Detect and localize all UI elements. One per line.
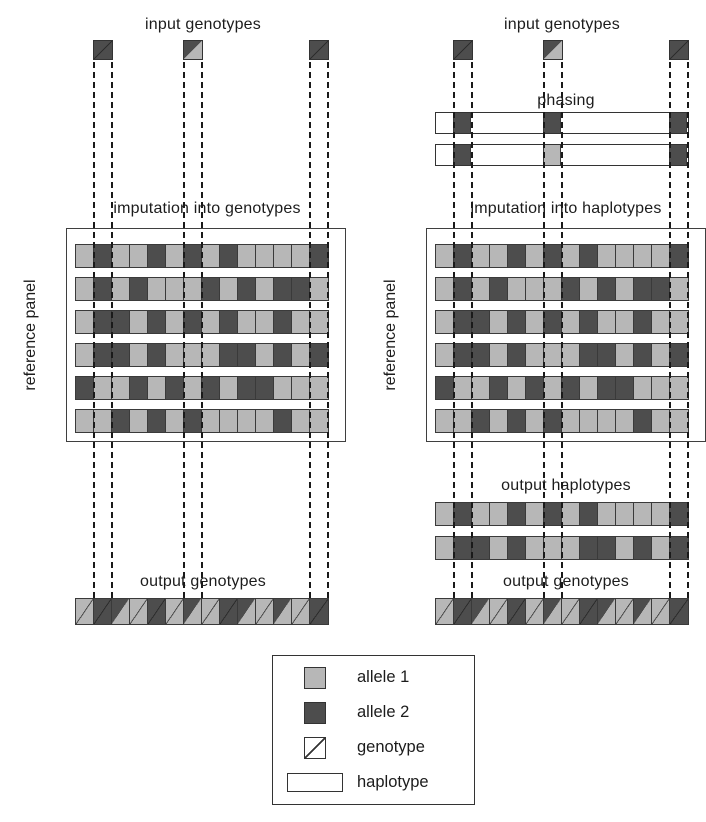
reference-allele-cell [670, 410, 688, 432]
reference-allele-cell [220, 245, 238, 267]
output-genotype-cell [220, 599, 238, 624]
reference-allele-cell [76, 344, 94, 366]
reference-allele-cell [94, 311, 112, 333]
output-haplotype-allele-cell [634, 503, 652, 525]
right-input-genotype-square [453, 40, 473, 60]
reference-allele-cell [148, 377, 166, 399]
reference-allele-cell [202, 344, 220, 366]
reference-allele-cell [238, 278, 256, 300]
reference-allele-cell [652, 245, 670, 267]
left-input-genotypes-title: input genotypes [145, 16, 261, 33]
output-haplotypes-title: output haplotypes [501, 477, 631, 494]
reference-allele-cell [130, 311, 148, 333]
reference-allele-cell [166, 344, 184, 366]
output-genotype-cell [274, 599, 292, 624]
reference-allele-cell [256, 278, 274, 300]
reference-allele-cell [310, 245, 328, 267]
reference-allele-cell [220, 311, 238, 333]
reference-allele-cell [112, 245, 130, 267]
left-marker-dash-line [201, 62, 203, 598]
reference-allele-cell [310, 278, 328, 300]
reference-allele-cell [130, 278, 148, 300]
reference-allele-cell [436, 344, 454, 366]
right-output-genotypes-row [435, 598, 689, 625]
left-input-genotype-square [93, 40, 113, 60]
output-haplotype-allele-cell [652, 537, 670, 559]
reference-allele-cell [472, 311, 490, 333]
reference-allele-cell [472, 278, 490, 300]
reference-allele-cell [562, 344, 580, 366]
reference-allele-cell [184, 311, 202, 333]
reference-allele-cell [148, 410, 166, 432]
reference-allele-cell [202, 311, 220, 333]
reference-allele-cell [454, 410, 472, 432]
reference-allele-cell [526, 410, 544, 432]
phased-allele-cell [543, 113, 561, 133]
reference-allele-cell [166, 278, 184, 300]
reference-allele-cell [220, 410, 238, 432]
output-haplotype-allele-cell [652, 503, 670, 525]
output-genotype-cell [508, 599, 526, 624]
reference-allele-cell [634, 278, 652, 300]
output-genotype-cell [202, 599, 220, 624]
reference-allele-cell [256, 410, 274, 432]
reference-allele-cell [580, 344, 598, 366]
reference-allele-cell [598, 245, 616, 267]
output-genotype-cell [670, 599, 688, 624]
output-haplotype-allele-cell [436, 537, 454, 559]
reference-allele-cell [652, 344, 670, 366]
reference-allele-cell [544, 311, 562, 333]
legend-label: genotype [357, 738, 425, 756]
output-haplotype-allele-cell [616, 537, 634, 559]
reference-allele-cell [310, 410, 328, 432]
reference-allele-cell [274, 311, 292, 333]
output-genotype-cell [238, 599, 256, 624]
reference-allele-cell [94, 344, 112, 366]
output-genotype-cell [184, 599, 202, 624]
reference-allele-cell [544, 377, 562, 399]
reference-allele-cell [526, 278, 544, 300]
reference-allele-cell [562, 377, 580, 399]
reference-allele-cell [94, 245, 112, 267]
reference-allele-cell [526, 311, 544, 333]
output-haplotype-allele-cell [562, 537, 580, 559]
reference-allele-cell [508, 278, 526, 300]
reference-allele-cell [544, 245, 562, 267]
right-imputation-title: imputation into haplotypes [470, 200, 662, 217]
reference-allele-cell [274, 377, 292, 399]
right-reference-panel-label: reference panel [382, 279, 399, 391]
legend-box [272, 655, 475, 805]
reference-allele-cell [472, 245, 490, 267]
reference-allele-cell [454, 344, 472, 366]
reference-allele-cell [130, 245, 148, 267]
output-genotype-cell [310, 599, 328, 624]
reference-allele-cell [166, 245, 184, 267]
haplotype-swatch [287, 773, 343, 792]
output-haplotype-allele-cell [544, 503, 562, 525]
reference-allele-cell [598, 377, 616, 399]
reference-allele-cell [256, 344, 274, 366]
reference-allele-cell [544, 410, 562, 432]
allele2-swatch [304, 702, 326, 724]
output-genotype-cell [94, 599, 112, 624]
reference-allele-cell [580, 311, 598, 333]
reference-allele-cell [238, 410, 256, 432]
reference-allele-cell [580, 377, 598, 399]
legend-item-allele2 [273, 695, 474, 730]
reference-allele-cell [130, 344, 148, 366]
reference-allele-cell [580, 245, 598, 267]
reference-allele-cell [490, 311, 508, 333]
output-genotype-cell [130, 599, 148, 624]
left-output-genotypes-row [75, 598, 329, 625]
output-haplotype-allele-cell [598, 537, 616, 559]
reference-allele-cell [544, 278, 562, 300]
reference-allele-cell [112, 344, 130, 366]
reference-allele-cell [652, 278, 670, 300]
reference-allele-cell [616, 344, 634, 366]
reference-allele-cell [220, 278, 238, 300]
output-haplotype-allele-cell [472, 537, 490, 559]
reference-allele-cell [274, 245, 292, 267]
legend-item-genotype [273, 730, 474, 765]
reference-allele-cell [670, 245, 688, 267]
reference-allele-cell [220, 377, 238, 399]
reference-allele-cell [94, 278, 112, 300]
output-genotype-cell [292, 599, 310, 624]
legend-swatch-slot [273, 702, 357, 724]
reference-allele-cell [490, 245, 508, 267]
reference-allele-cell [184, 245, 202, 267]
reference-allele-cell [526, 377, 544, 399]
right-marker-dash-line [669, 62, 671, 598]
reference-allele-cell [292, 245, 310, 267]
reference-allele-cell [184, 344, 202, 366]
output-genotype-cell [598, 599, 616, 624]
legend-label: allele 1 [357, 668, 410, 686]
reference-allele-cell [76, 410, 94, 432]
reference-allele-cell [508, 377, 526, 399]
reference-allele-cell [490, 344, 508, 366]
output-haplotype-allele-cell [616, 503, 634, 525]
left-output-genotypes-title: output genotypes [140, 573, 266, 590]
reference-allele-cell [238, 377, 256, 399]
reference-allele-cell [292, 377, 310, 399]
reference-allele-cell [166, 311, 184, 333]
reference-allele-cell [76, 377, 94, 399]
reference-allele-cell [652, 377, 670, 399]
reference-allele-cell [472, 410, 490, 432]
reference-allele-cell [184, 377, 202, 399]
reference-allele-cell [292, 311, 310, 333]
reference-allele-cell [238, 344, 256, 366]
reference-allele-cell [436, 410, 454, 432]
reference-allele-cell [310, 344, 328, 366]
output-haplotype-allele-cell [490, 503, 508, 525]
output-genotype-cell [634, 599, 652, 624]
reference-allele-cell [454, 245, 472, 267]
reference-allele-cell [238, 245, 256, 267]
left-marker-dash-line [93, 62, 95, 598]
reference-allele-cell [94, 377, 112, 399]
reference-allele-cell [616, 311, 634, 333]
output-genotype-cell [76, 599, 94, 624]
legend-swatch-slot [273, 667, 357, 689]
phased-allele-cell [669, 113, 687, 133]
reference-allele-cell [562, 410, 580, 432]
phased-allele-cell [669, 145, 687, 165]
reference-allele-cell [670, 344, 688, 366]
output-genotype-cell [580, 599, 598, 624]
output-haplotype-allele-cell [670, 537, 688, 559]
reference-allele-cell [130, 377, 148, 399]
reference-allele-cell [166, 410, 184, 432]
reference-allele-cell [598, 278, 616, 300]
reference-allele-cell [256, 245, 274, 267]
output-haplotype-allele-cell [634, 537, 652, 559]
left-reference-panel-label: reference panel [22, 279, 39, 391]
output-genotype-cell [490, 599, 508, 624]
reference-allele-cell [112, 278, 130, 300]
right-marker-dash-line [543, 62, 545, 598]
output-haplotype-allele-cell [490, 537, 508, 559]
legend-item-haplotype [273, 765, 474, 800]
reference-allele-cell [472, 377, 490, 399]
reference-allele-cell [202, 278, 220, 300]
reference-allele-cell [598, 344, 616, 366]
output-genotype-cell [148, 599, 166, 624]
output-haplotype-allele-cell [598, 503, 616, 525]
output-genotype-cell [526, 599, 544, 624]
reference-allele-cell [490, 410, 508, 432]
reference-allele-cell [616, 245, 634, 267]
reference-allele-cell [652, 410, 670, 432]
legend-swatch-slot [273, 773, 357, 792]
reference-allele-cell [274, 344, 292, 366]
left-marker-dash-line [327, 62, 329, 598]
reference-allele-cell [508, 410, 526, 432]
output-genotype-cell [166, 599, 184, 624]
reference-allele-cell [112, 311, 130, 333]
reference-allele-cell [292, 344, 310, 366]
reference-allele-cell [634, 245, 652, 267]
legend-label: haplotype [357, 773, 429, 791]
right-output-genotypes-title: output genotypes [503, 573, 629, 590]
reference-allele-cell [508, 311, 526, 333]
reference-allele-cell [454, 311, 472, 333]
reference-allele-cell [130, 410, 148, 432]
legend-swatch-slot [273, 737, 357, 759]
left-input-genotype-square [309, 40, 329, 60]
output-haplotype-allele-cell [544, 537, 562, 559]
reference-allele-cell [202, 377, 220, 399]
output-haplotype-allele-cell [526, 537, 544, 559]
reference-allele-cell [76, 311, 94, 333]
reference-allele-cell [256, 311, 274, 333]
output-genotype-cell [454, 599, 472, 624]
output-genotype-cell [256, 599, 274, 624]
reference-allele-cell [580, 410, 598, 432]
reference-allele-cell [598, 311, 616, 333]
reference-allele-cell [526, 344, 544, 366]
reference-allele-cell [202, 410, 220, 432]
reference-allele-cell [148, 311, 166, 333]
left-input-genotype-square [183, 40, 203, 60]
reference-allele-cell [634, 410, 652, 432]
reference-allele-cell [148, 278, 166, 300]
reference-allele-cell [436, 245, 454, 267]
reference-allele-cell [634, 344, 652, 366]
reference-allele-cell [310, 377, 328, 399]
reference-allele-cell [598, 410, 616, 432]
reference-allele-cell [670, 278, 688, 300]
reference-allele-cell [436, 311, 454, 333]
output-genotype-cell [652, 599, 670, 624]
reference-allele-cell [94, 410, 112, 432]
reference-allele-cell [634, 377, 652, 399]
output-genotype-cell [544, 599, 562, 624]
reference-allele-cell [112, 410, 130, 432]
output-genotype-cell [472, 599, 490, 624]
reference-allele-cell [310, 311, 328, 333]
reference-allele-cell [670, 311, 688, 333]
reference-allele-cell [292, 410, 310, 432]
reference-allele-cell [616, 377, 634, 399]
right-input-genotype-square [543, 40, 563, 60]
reference-allele-cell [508, 344, 526, 366]
reference-allele-cell [544, 344, 562, 366]
reference-allele-cell [292, 278, 310, 300]
reference-allele-cell [652, 311, 670, 333]
right-marker-dash-line [471, 62, 473, 598]
reference-allele-cell [202, 245, 220, 267]
reference-allele-cell [166, 377, 184, 399]
output-haplotype-allele-cell [472, 503, 490, 525]
genotype-swatch [304, 737, 326, 759]
output-genotype-cell [562, 599, 580, 624]
reference-allele-cell [454, 278, 472, 300]
reference-allele-cell [112, 377, 130, 399]
reference-allele-cell [436, 278, 454, 300]
reference-allele-cell [490, 278, 508, 300]
output-genotype-cell [112, 599, 130, 624]
reference-allele-cell [616, 278, 634, 300]
reference-allele-cell [562, 278, 580, 300]
reference-allele-cell [634, 311, 652, 333]
reference-allele-cell [274, 278, 292, 300]
reference-allele-cell [454, 377, 472, 399]
reference-allele-cell [76, 245, 94, 267]
output-haplotype-allele-cell [508, 503, 526, 525]
reference-allele-cell [472, 344, 490, 366]
output-haplotype-allele-cell [526, 503, 544, 525]
reference-allele-cell [148, 245, 166, 267]
reference-allele-cell [562, 311, 580, 333]
phased-allele-cell [453, 113, 471, 133]
right-input-genotype-square [669, 40, 689, 60]
allele1-swatch [304, 667, 326, 689]
right-marker-dash-line [561, 62, 563, 598]
legend-label: allele 2 [357, 703, 410, 721]
output-genotype-cell [616, 599, 634, 624]
left-marker-dash-line [183, 62, 185, 598]
output-haplotype-allele-cell [580, 537, 598, 559]
right-input-genotypes-title: input genotypes [504, 16, 620, 33]
reference-allele-cell [508, 245, 526, 267]
reference-allele-cell [562, 245, 580, 267]
output-haplotype-allele-cell [454, 503, 472, 525]
reference-allele-cell [220, 344, 238, 366]
reference-allele-cell [580, 278, 598, 300]
right-marker-dash-line [453, 62, 455, 598]
phased-allele-cell [543, 145, 561, 165]
left-marker-dash-line [111, 62, 113, 598]
reference-allele-cell [526, 245, 544, 267]
reference-allele-cell [256, 377, 274, 399]
reference-allele-cell [670, 377, 688, 399]
reference-allele-cell [616, 410, 634, 432]
left-marker-dash-line [309, 62, 311, 598]
output-haplotype-allele-cell [580, 503, 598, 525]
output-haplotype-allele-cell [562, 503, 580, 525]
phasing-title: phasing [537, 92, 595, 109]
phased-allele-cell [453, 145, 471, 165]
reference-allele-cell [490, 377, 508, 399]
left-imputation-title: imputation into genotypes [113, 200, 301, 217]
reference-allele-cell [238, 311, 256, 333]
output-haplotype-allele-cell [508, 537, 526, 559]
reference-allele-cell [148, 344, 166, 366]
reference-allele-cell [184, 278, 202, 300]
legend-item-allele1 [273, 660, 474, 695]
reference-allele-cell [76, 278, 94, 300]
reference-allele-cell [436, 377, 454, 399]
output-haplotype-allele-cell [454, 537, 472, 559]
output-haplotype-allele-cell [436, 503, 454, 525]
output-genotype-cell [436, 599, 454, 624]
output-haplotype-allele-cell [670, 503, 688, 525]
right-marker-dash-line [687, 62, 689, 598]
reference-allele-cell [184, 410, 202, 432]
reference-allele-cell [274, 410, 292, 432]
